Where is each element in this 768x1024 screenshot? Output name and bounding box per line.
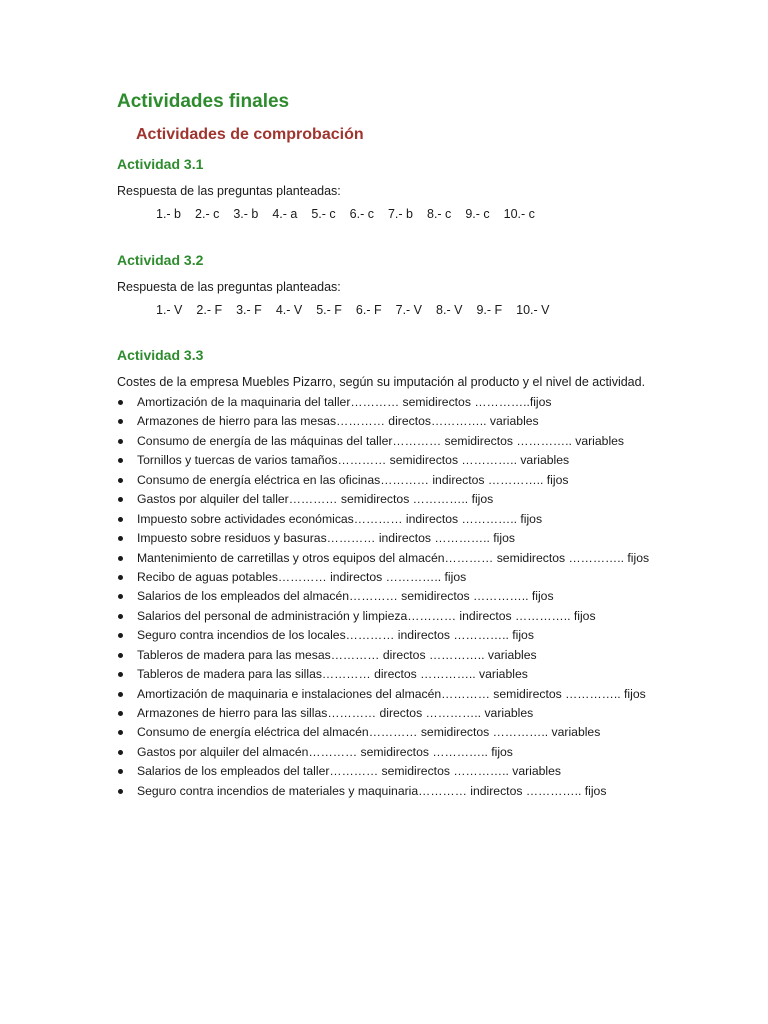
list-item-text: Mantenimiento de carretillas y otros equipos del almacén………… semidirectos ………….. fijos [137,550,650,565]
list-item [117,568,649,587]
list-item-text: Impuesto sobre residuos y basuras………… indirectos ………….. fijos [137,531,515,546]
bullet-icon [118,750,123,755]
list-item [117,723,649,742]
activity-3-2-heading: Actividad 3.2 [117,252,204,268]
list-item [117,646,649,665]
list-item-text: Amortización de la maquinaria del taller………… semidirectos …………..fijos [137,395,552,409]
list-item [117,529,649,548]
list-item [117,412,649,431]
list-item [117,490,649,509]
answer-item: 7.- V [395,303,423,317]
answer-item: 1.- b [156,207,182,221]
answer-item: 4.- V [275,303,303,317]
list-item-text: Consumo de energía de las máquinas del taller………… semidirectos ………….. variables [137,433,625,448]
answer-item: 6.- c [349,207,374,221]
bullet-icon [118,692,123,697]
section-subtitle: Actividades de comprobación [136,126,364,143]
bullet-icon [118,478,123,483]
bullet-icon [118,614,123,619]
list-item-text: Seguro contra incendios de materiales y maquinaria………… indirectos ………….. fijos [137,783,607,798]
list-item-text: Salarios de los empleados del almacén………… semidirectos ………….. fijos [137,589,554,604]
answer-item: 8.- V [436,303,463,317]
list-item-text: Salarios de los empleados del taller………… semidirectos ………….. variables [137,764,562,779]
bullet-icon [118,439,123,444]
list-item [117,607,649,626]
list-item [117,626,649,645]
answer-item: 7.- b [387,207,413,221]
list-item-text: Tableros de madera para las mesas………… directos ………….. variables [137,647,537,662]
answer-item: 5.- c [311,207,336,221]
bullet-icon [118,672,123,677]
answer-item: 2.- c [195,207,220,221]
bullet-icon [118,730,123,735]
bullet-icon [118,419,123,424]
list-item [117,665,649,684]
answer-item: 4.- a [272,207,298,221]
list-item-text: Recibo de aguas potables………… indirectos ………….. fijos [137,569,467,584]
bullet-icon [118,400,123,405]
list-item [117,510,649,529]
list-item [117,432,649,451]
list-item-text: Gastos por alquiler del taller………… semidirectos ………….. fijos [137,492,494,507]
list-item [117,762,649,781]
list-item-text: Salarios del personal de administración y limpieza………… indirectos ………….. fijos [137,608,596,623]
list-item [117,587,649,606]
bullet-icon [118,653,123,658]
list-item [117,782,649,801]
answer-item: 8.- c [427,207,452,221]
list-item-text: Consumo de energía eléctrica en las oficinas………… indirectos ………….. fijos [137,472,569,487]
bullet-icon [118,769,123,774]
activity-3-2-answers [156,303,564,317]
bullet-icon [118,458,123,463]
list-item-text: Impuesto sobre actividades económicas………… indirectos ………….. fijos [137,511,543,526]
bullet-icon [118,497,123,502]
bullet-icon [118,633,123,638]
answer-item: 1.- V [156,303,183,317]
list-item [117,549,649,568]
bullet-icon [118,594,123,599]
bullet-icon [118,711,123,716]
answer-item: 6.- F [355,303,382,317]
page-title: Actividades finales [117,91,290,112]
activity-3-1-heading: Actividad 3.1 [117,156,204,172]
list-item-text: Armazones de hierro para las sillas………… directos ………….. variables [137,706,534,720]
bullet-icon [118,556,123,561]
list-item [117,451,649,470]
activity-3-1-answers [156,207,549,221]
list-item-text: Tornillos y tuercas de varios tamaños………… semidirectos ………….. variables [137,453,570,468]
list-item-text: Amortización de maquinaria e instalaciones del almacén………… semidirectos ………….. fijos [137,686,646,701]
answer-item: 10.- V [516,303,550,317]
list-item-text: Armazones de hierro para las mesas………… directos………….. variables [137,414,539,429]
answer-item: 9.- F [476,303,503,317]
answer-item: 3.- b [233,207,259,221]
answer-item: 3.- F [236,303,262,317]
list-item [117,743,649,762]
list-item-text: Tableros de madera para las sillas………… directos ………….. variables [137,667,528,682]
activity-3-3-heading: Actividad 3.3 [117,347,204,363]
list-item-text: Gastos por alquiler del almacén………… semidirectos ………….. fijos [137,744,513,759]
answer-item: 2.- F [196,303,223,317]
activity-3-3-intro: Costes de la empresa Muebles Pizarro, según su imputación al producto y el nivel de actividad. [117,375,646,389]
answer-item: 5.- F [316,303,342,317]
bullet-icon [118,517,123,522]
list-item-text: Consumo de energía eléctrica del almacén………… semidirectos ………….. variables [137,725,601,740]
list-item [117,704,649,723]
bullet-icon [118,789,123,794]
list-item [117,685,649,704]
list-item [117,471,649,490]
answer-item: 10.- c [503,207,535,221]
list-item [117,393,649,412]
activity-3-2-intro: Respuesta de las preguntas planteadas: [117,280,341,294]
activity-3-1-intro: Respuesta de las preguntas planteadas: [117,184,341,198]
cost-list [117,393,649,801]
bullet-icon [118,575,123,580]
answer-item: 9.- c [465,207,490,221]
list-item-text: Seguro contra incendios de los locales………… indirectos ………….. fijos [137,628,534,643]
bullet-icon [118,536,123,541]
